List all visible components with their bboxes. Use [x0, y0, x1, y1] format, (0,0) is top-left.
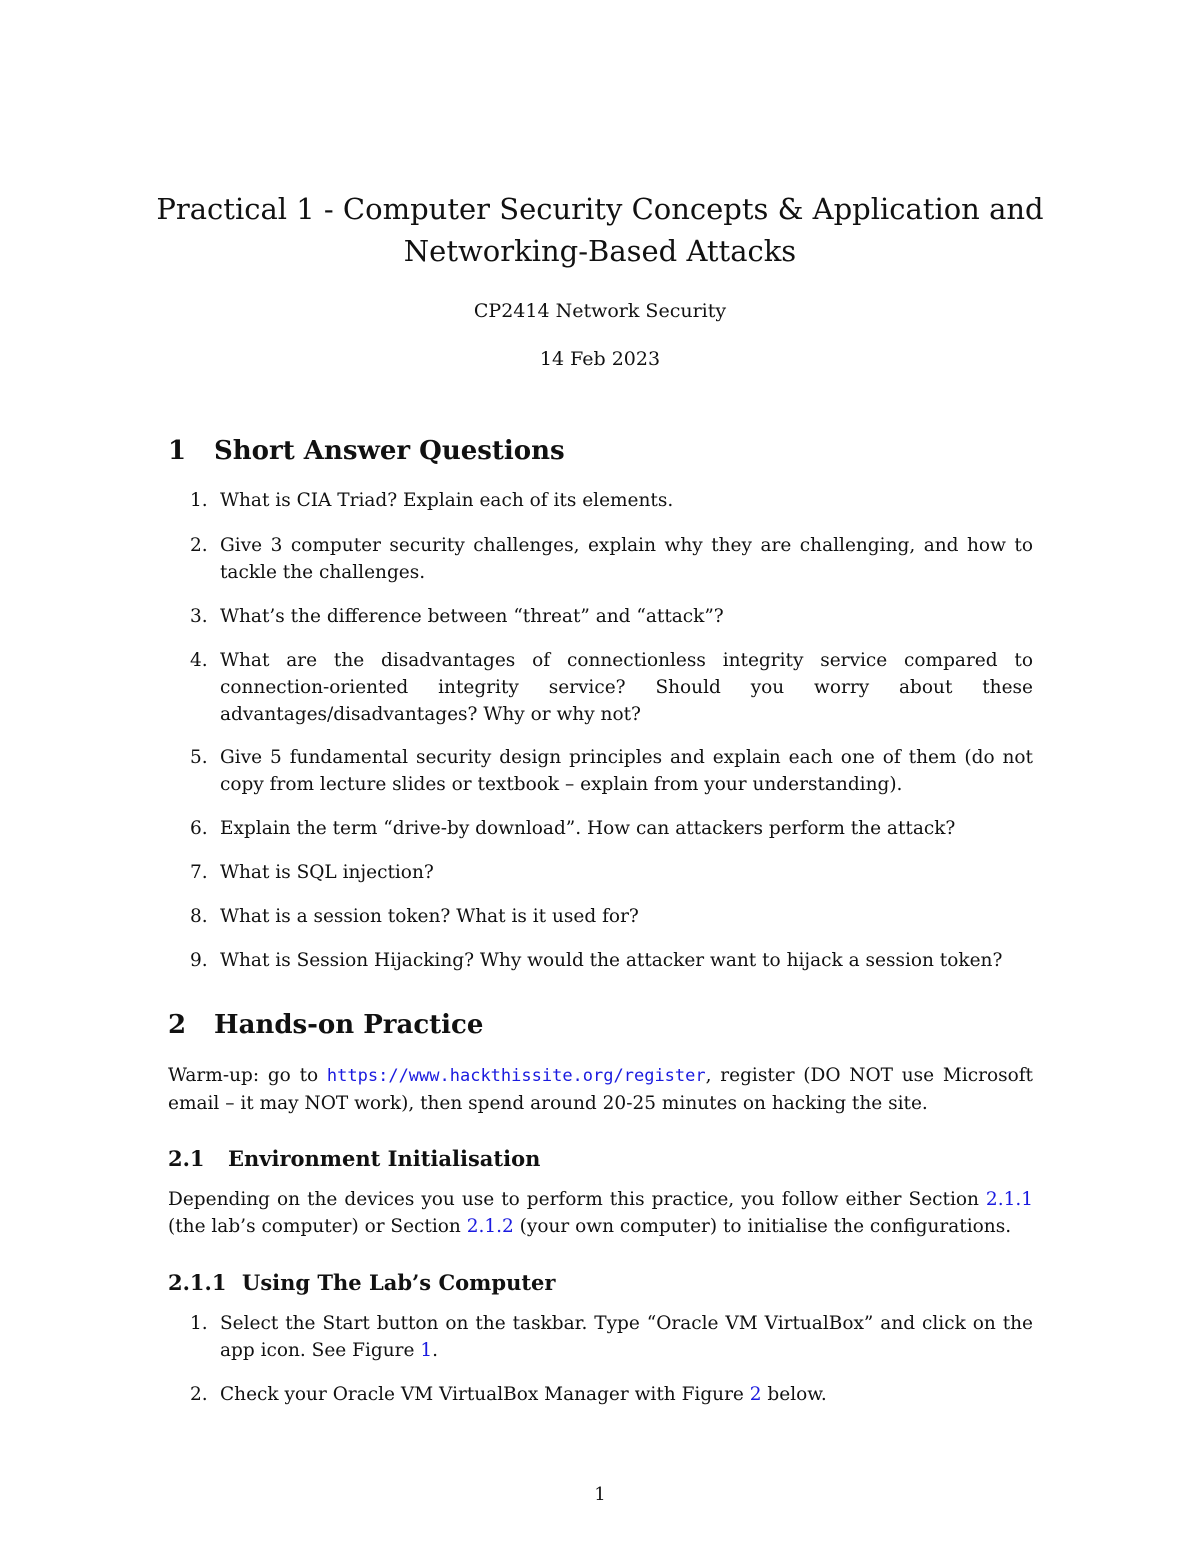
- item-number: 6.: [190, 818, 208, 839]
- question-list: [168, 487, 1033, 514]
- list-item: [168, 1310, 1033, 1364]
- list-item: [168, 532, 1033, 586]
- steps-list: [168, 1381, 1033, 1408]
- item-text: Give 3 computer security challenges, explain why they are challenging, and how to tackle the challenges.: [220, 535, 1033, 583]
- question-list: [168, 859, 1033, 886]
- course-name: CP2414 Network Security: [473, 300, 727, 322]
- item-number: 2.: [190, 1384, 208, 1405]
- hackthissite-register-link[interactable]: https://www.hackthissite.org/register: [326, 1066, 706, 1086]
- list-item: [168, 487, 1033, 514]
- item-text-end: .: [432, 1340, 438, 1361]
- section-title: Short Answer Questions: [214, 436, 565, 466]
- question-list: [168, 532, 1033, 586]
- list-item: [168, 903, 1033, 930]
- item-number: 2.: [190, 535, 208, 556]
- env-text-3: (your own computer) to initialise the configurations.: [513, 1216, 1012, 1237]
- warmup-suffix: , register (DO NOT use Microsoft email – it may NOT work), then spend around 20-25 minutes on hacking the site.: [168, 1065, 1033, 1114]
- item-text: What are the disadvantages of connectionless integrity service compared to connection-oriented integrity service? Should you worry about these advantages/disadvantages? Why or why not?: [220, 650, 1033, 725]
- question-list: [168, 647, 1033, 728]
- section-title: Hands-on Practice: [214, 1010, 484, 1040]
- item-number: 9.: [190, 950, 208, 971]
- question-list: [168, 947, 1033, 974]
- list-item: [168, 947, 1033, 974]
- item-text: Explain the term “drive-by download”. How can attackers perform the attack?: [220, 818, 956, 839]
- document-title: [0, 188, 1200, 272]
- section-1-heading: [168, 436, 565, 466]
- item-text: Check your Oracle VM VirtualBox Manager with Figure: [220, 1384, 750, 1405]
- list-item: [168, 859, 1033, 886]
- section-2-1-1-heading: [168, 1270, 555, 1295]
- item-number: 4.: [190, 650, 208, 671]
- subsubsection-title: Using The Lab’s Computer: [242, 1270, 556, 1295]
- warmup-paragraph: [168, 1062, 1033, 1117]
- item-text: What is Session Hijacking? Why would the attacker want to hijack a session token?: [220, 950, 1003, 971]
- item-number: 8.: [190, 906, 208, 927]
- document-date: 14 Feb 2023: [539, 348, 661, 370]
- list-item: [168, 744, 1033, 798]
- list-item: [168, 647, 1033, 728]
- env-text-2: (the lab’s computer) or Section: [168, 1216, 467, 1237]
- section-2-heading: [168, 1010, 483, 1040]
- section-2-1-heading: [168, 1146, 540, 1171]
- list-item: [168, 1381, 1033, 1408]
- figure-2-ref-link[interactable]: 2: [749, 1384, 762, 1405]
- item-text-end: below.: [761, 1384, 827, 1405]
- env-text-1: Depending on the devices you use to perform this practice, you follow either Section: [168, 1189, 986, 1210]
- figure-1-ref-link[interactable]: 1: [420, 1340, 433, 1361]
- subsubsection-number: 2.1.1: [168, 1270, 227, 1295]
- list-item: [168, 815, 1033, 842]
- item-text: What’s the difference between “threat” and “attack”?: [220, 606, 724, 627]
- section-number: 1: [168, 436, 187, 466]
- item-number: 5.: [190, 747, 208, 768]
- item-text: Give 5 fundamental security design principles and explain each one of them (do not copy from lecture slides or textbook – explain from your understanding).: [220, 747, 1033, 795]
- title-line-2: Networking-Based Attacks: [403, 234, 797, 268]
- title-line-1: Practical 1 - Computer Security Concepts & Application and: [156, 192, 1044, 226]
- item-text: What is a session token? What is it used for?: [220, 906, 639, 927]
- section-2-1-2-ref-link[interactable]: 2.1.2: [466, 1216, 514, 1237]
- question-list: [168, 744, 1033, 798]
- item-number: 7.: [190, 862, 208, 883]
- question-list: [168, 603, 1033, 630]
- section-number: 2: [168, 1010, 187, 1040]
- question-list: [168, 815, 1033, 842]
- item-text: What is CIA Triad? Explain each of its elements.: [220, 490, 674, 511]
- environment-paragraph: [168, 1186, 1033, 1240]
- subsection-number: 2.1: [168, 1146, 205, 1171]
- steps-list: [168, 1310, 1033, 1364]
- subsection-title: Environment Initialisation: [228, 1146, 541, 1171]
- item-number: 1.: [190, 1313, 208, 1334]
- item-text: Select the Start button on the taskbar. Type “Oracle VM VirtualBox” and click on the app icon. See Figure: [220, 1313, 1033, 1361]
- section-2-1-1-ref-link[interactable]: 2.1.1: [985, 1189, 1033, 1210]
- warmup-prefix: Warm-up: go to: [168, 1065, 327, 1086]
- question-list: [168, 903, 1033, 930]
- item-number: 3.: [190, 606, 208, 627]
- item-number: 1.: [190, 490, 208, 511]
- page-number: 1: [594, 1484, 606, 1505]
- item-text: What is SQL injection?: [220, 862, 434, 883]
- list-item: [168, 603, 1033, 630]
